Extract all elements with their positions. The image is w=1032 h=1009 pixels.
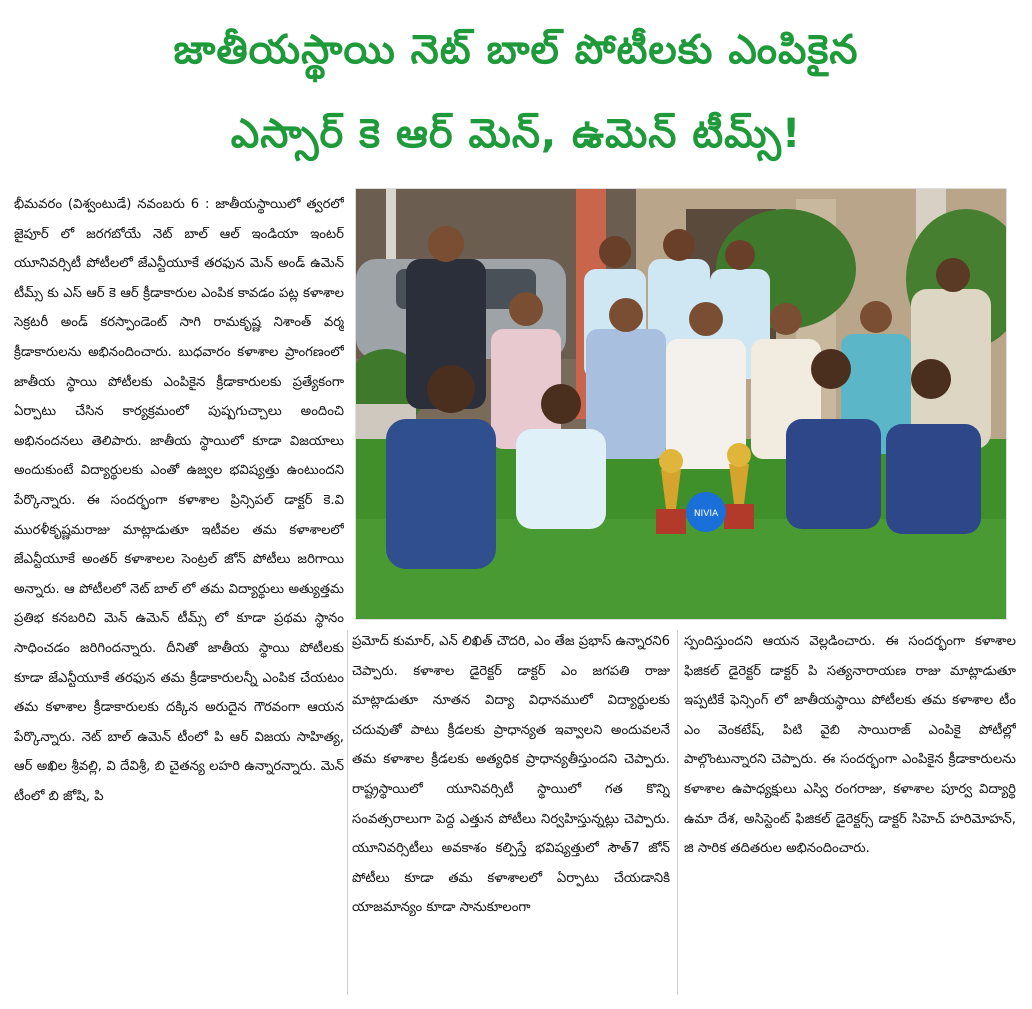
article-text-left: భీమవరం (విశ్వంటుడే) నవంబరు 6 : జాతీయస్థాయిలో త్వరలో జైపూర్ లో జరగబోయే నెట్ బాల్ ఆల్ ఇండియా ఇంటర్ యూనివర్సిటీ పోటీలలో జేఎన్టీయూకే తరఫున మెన్ అండ్ ఉమెన్ టీమ్స్ కు ఎస్ ఆర్ కె ఆర్ క్రీడాకారుల ఎంపిక కావడం పట్ల కళాశాల సెక్రటరీ అండ్ కరస్పాండెంట్ సాగి రామకృష్ణ నిశాంత్ వర్మ క్రీడాకారులను అభినందించారు. బుధవారం కళాశాల ప్రాంగణంలో జాతీయ స్థాయి పోటీలకు ఎంపికైన క్రీడాకారులకు ప్రత్యేకంగా ఏర్పాటు చేసిన కార్యక్రమంలో పుష్పగుచ్చాలు అందించి అభినందనలు తెలిపారు. జాతీయ స్థాయిలో కూడా విజయాలు అందుకుంటే విద్యార్థులకు ఎంతో ఉజ్వల భవిష్యత్తు ఉంటుందని పేర్కొన్నారు. ఈ సందర్భంగా కళాశాల ప్రిన్సిపల్ డాక్టర్ కె.వి మురళీకృష్ణమరాజు మాట్లాడుతూ ఇటీవల తమ కళాశాలలో జేఎన్టీయూకే అంతర్ కళాశాలల సెంట్రల్ జోన్ పోటీలు జరిగాయి అన్నారు. ఆ పోటీలలో నెట్ బాల్ లో తమ విద్యార్థులు అత్యుత్తమ ప్రతిభ కనబరిచి మెన్ ఉమెన్ టీమ్స్ లో కూడా ప్రథమ స్థానం సాధించడం జరిగిందన్నారు. దీనితో జాతీయ స్థాయి పోటీలకు కూడా జేఎన్టీయూకే తరఫున తమ క్రీడాకారులన్నీ ఎంపిక చేయటం తమ కళాశాల క్రీడాకారులకు దక్కిన అరుదైన గౌరవంగా ఆయన పేర్కొన్నారు. నెట్ బాల్ ఉమెన్ టీంలో పి ఆర్ విజయ సాహిత్య, ఆర్ అఖిల శ్రీవల్లి, వి దేవిశ్రీ, బి చైతన్య లహరి ఉన్నారన్నారు. మెన్ టీంలో బి జోషి, పి: [14, 197, 344, 804]
article-text-middle: ప్రమోద్ కుమార్, ఎన్ లిఖిత్ చౌదరి, ఎం తేజ ప్రభాస్ ఉన్నారని6 చెప్పారు. కళాశాల డైరెక్టర్ డాక్టర్ ఎం జగపతి రాజు మాట్లాడుతూ నూతన విద్యా విధానములో విద్యార్థులకు చదువుతో పాటు క్రీడలకు ప్రాధాన్యత ఇవ్వాలని అందువలనే తమ కళాశాల క్రీడలకు అత్యధిక ప్రాధాన్యతీస్తుందని చెప్పారు. రాష్ట్రస్థాయిలో యూనివర్సిటీ స్థాయిలో గత కొన్ని సంవత్సరాలుగా పెద్ద ఎత్తున పోటీలు నిర్వహిస్తున్నట్లు చెప్పారు. యూనివర్సిటీలు అవకాశం కల్పిస్తే భవిష్యత్తులో సౌత్7 జోన్ పోటీలు కూడా తమ కళాశాలలో ఏర్పాటు చేయడానికి యాజమాన్యం కూడా సానుకూలంగా: [352, 634, 670, 916]
team-photo: [355, 188, 1007, 620]
article-column-left: [14, 190, 344, 1000]
headline-line-2: ఎస్సార్ కె ఆర్ మెన్, ఉమెన్ టీమ్స్!: [230, 111, 802, 157]
team-photo-illustration: [356, 189, 1007, 620]
column-divider-left: [347, 630, 348, 995]
article-text-right: స్పందిస్తుందని ఆయన వెల్లడించారు. ఈ సందర్భంగా కళాశాల ఫిజికల్ డైరెక్టర్ డాక్టర్ పి సత్యనారాయణ రాజు మాట్లాడుతూ ఇప్పటికే ఫెన్సింగ్ లో జాతీయస్థాయి పోటీలకు తమ కళాశాల టీం ఎం వెంకటేష్, పిటి వైబి సాయిరాజ్ ఎంపికై పోటీల్లో పాల్గొంటున్నారని చెప్పారు. ఈ సందర్భంగా ఎంపికైన క్రీడాకారులను కళాశాల ఉపాధ్యక్షులు ఎస్వి రంగరాజు, కళాశాల పూర్వ విద్యార్థి ఉమా దేశ, అసిస్టెంట్ ఫిజికల్ డైరెక్టర్స్ డాక్టర్ సిహెచ్ హరిమోహన్, జి సారిక తదితరుల అభినందించారు.: [684, 634, 1016, 857]
column-divider-right: [677, 630, 678, 995]
ball-brand-text: NIVIA: [693, 509, 719, 519]
headline-line-1: జాతీయస్థాయి నెట్ బాల్ పోటీలకు ఎంపికైన: [173, 27, 859, 73]
article-column-middle: [352, 627, 670, 997]
article-column-right: [684, 627, 1016, 997]
